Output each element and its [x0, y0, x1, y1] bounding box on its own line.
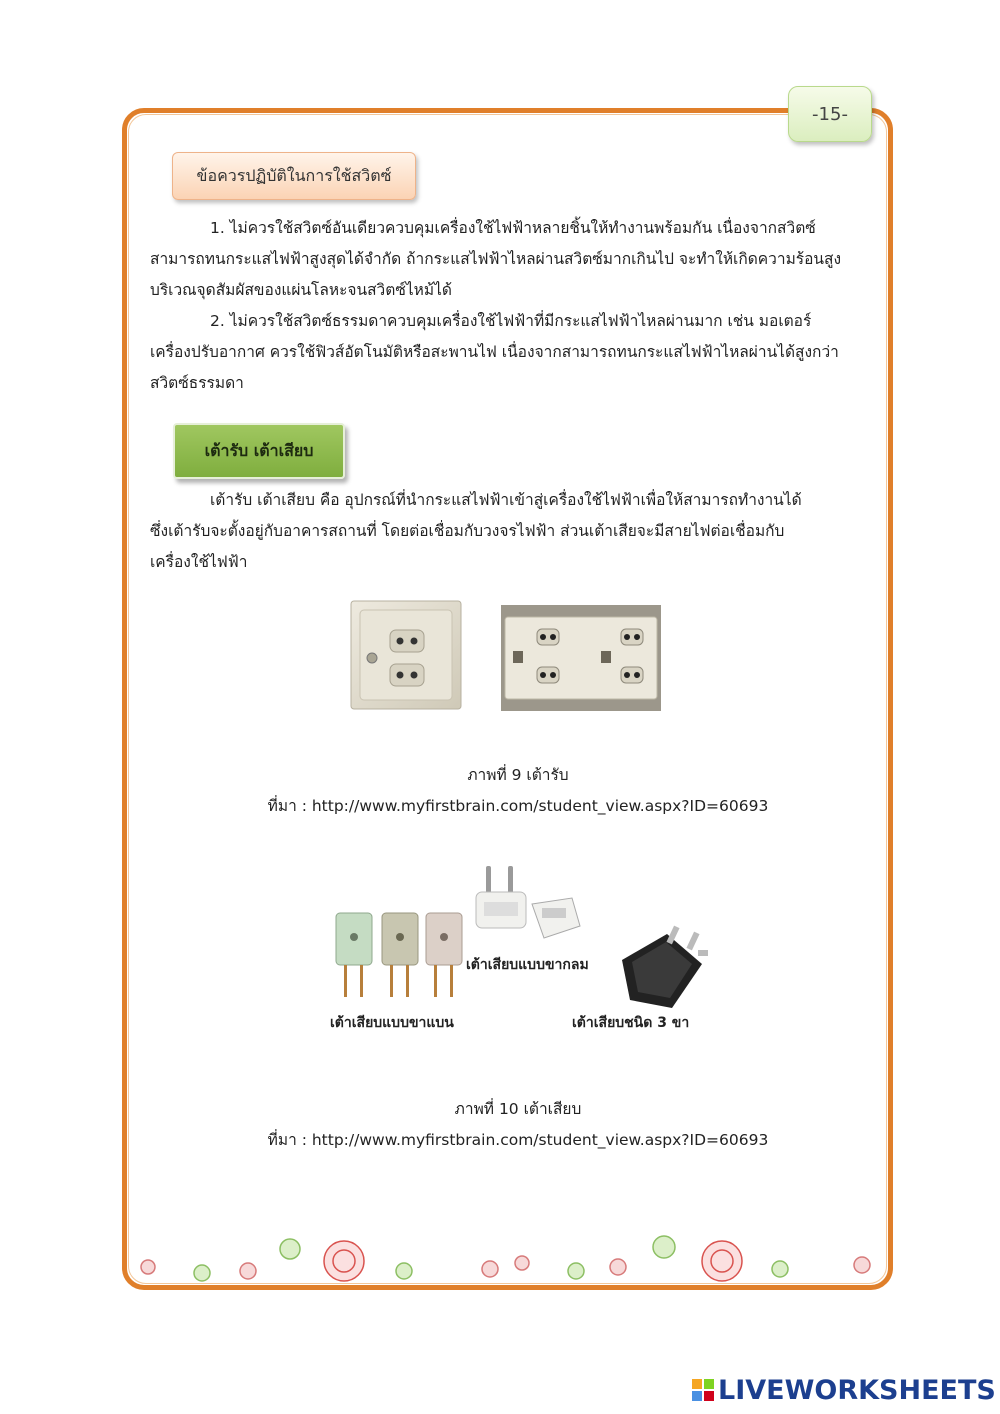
text-line: เครื่องปรับอากาศ ควรใช้ฟิวส์อัตโนมัติหรือสะพานไฟ เนื่องจากสามารถทนกระแสไฟฟ้าไหลผ่านได้สูงกว่า — [150, 343, 839, 361]
flat-pin-plugs-image — [330, 905, 475, 1000]
section-heading-sockets-plugs: เต้ารับ เต้าเสียบ — [173, 423, 345, 479]
figure-10-caption: ภาพที่ 10 เต้าเสียบ — [454, 1100, 582, 1118]
three-pin-plug-image — [612, 920, 712, 1012]
text-line: สามารถทนกระแสไฟฟ้าสูงสุดได้จำกัด ถ้ากระแสไฟฟ้าไหลผ่านสวิตซ์มากเกินไป จะทำให้เกิดความร้อนสูง — [150, 250, 842, 268]
liveworksheets-wordmark: LIVEWORKSHEETS — [718, 1374, 996, 1406]
round-pin-plug-label: เต้าเสียบแบบขากลม — [466, 957, 589, 973]
figure-9-source: ที่มา : http://www.myfirstbrain.com/student_view.aspx?ID=60693 — [267, 797, 769, 815]
ornament-border-decoration — [130, 1225, 885, 1287]
text-line: 1. ไม่ควรใช้สวิตซ์อันเดียวควบคุมเครื่องใช้ไฟฟ้าหลายชิ้นให้ทำงานพร้อมกัน เนื่องจากสวิตซ์ — [210, 219, 816, 237]
figure-10-caption-block — [150, 1094, 886, 1156]
flat-pin-plug-label: เต้าเสียบแบบขาแบน — [330, 1015, 454, 1031]
section-heading-switch-rules: ข้อควรปฏิบัติในการใช้สวิตซ์ — [172, 152, 416, 200]
text-line: 2. ไม่ควรใช้สวิตซ์ธรรมดาควบคุมเครื่องใช้ไฟฟ้าที่มีกระแสไฟฟ้าไหลผ่านมาก เช่น มอเตอร์ — [210, 312, 812, 330]
double-socket-image — [497, 603, 665, 713]
single-socket-image — [350, 600, 462, 710]
switch-rule-1 — [150, 213, 886, 306]
text-line: เต้ารับ เต้าเสียบ คือ อุปกรณ์ที่นำกระแสไฟฟ้าเข้าสู่เครื่องใช้ไฟฟ้าเพื่อให้สามารถทำงานได้ — [210, 491, 802, 509]
liveworksheets-logo — [692, 1374, 996, 1406]
round-pin-plugs-image — [472, 862, 584, 944]
text-line: เครื่องใช้ไฟฟ้า — [150, 553, 248, 571]
figure-10-source: ที่มา : http://www.myfirstbrain.com/student_view.aspx?ID=60693 — [267, 1131, 769, 1149]
liveworksheets-icon — [692, 1379, 714, 1401]
switch-rule-2 — [150, 306, 886, 399]
page-number: -15- — [788, 86, 872, 142]
text-line: ซึ่งเต้ารับจะตั้งอยู่กับอาคารสถานที่ โดยต่อเชื่อมกับวงจรไฟฟ้า ส่วนเต้าเสียจะมีสายไฟต่อเชื่อมกับ — [150, 522, 785, 540]
figure-9-caption-block — [150, 760, 886, 822]
three-pin-plug-label: เต้าเสียบชนิด 3 ขา — [572, 1015, 690, 1031]
figure-9-caption: ภาพที่ 9 เต้ารับ — [467, 766, 569, 784]
text-line: สวิตซ์ธรรมดา — [150, 374, 244, 392]
text-line: บริเวณจุดสัมผัสของแผ่นโลหะจนสวิตซ์ไหม้ได้ — [150, 281, 452, 299]
sockets-plugs-paragraph — [150, 485, 886, 578]
